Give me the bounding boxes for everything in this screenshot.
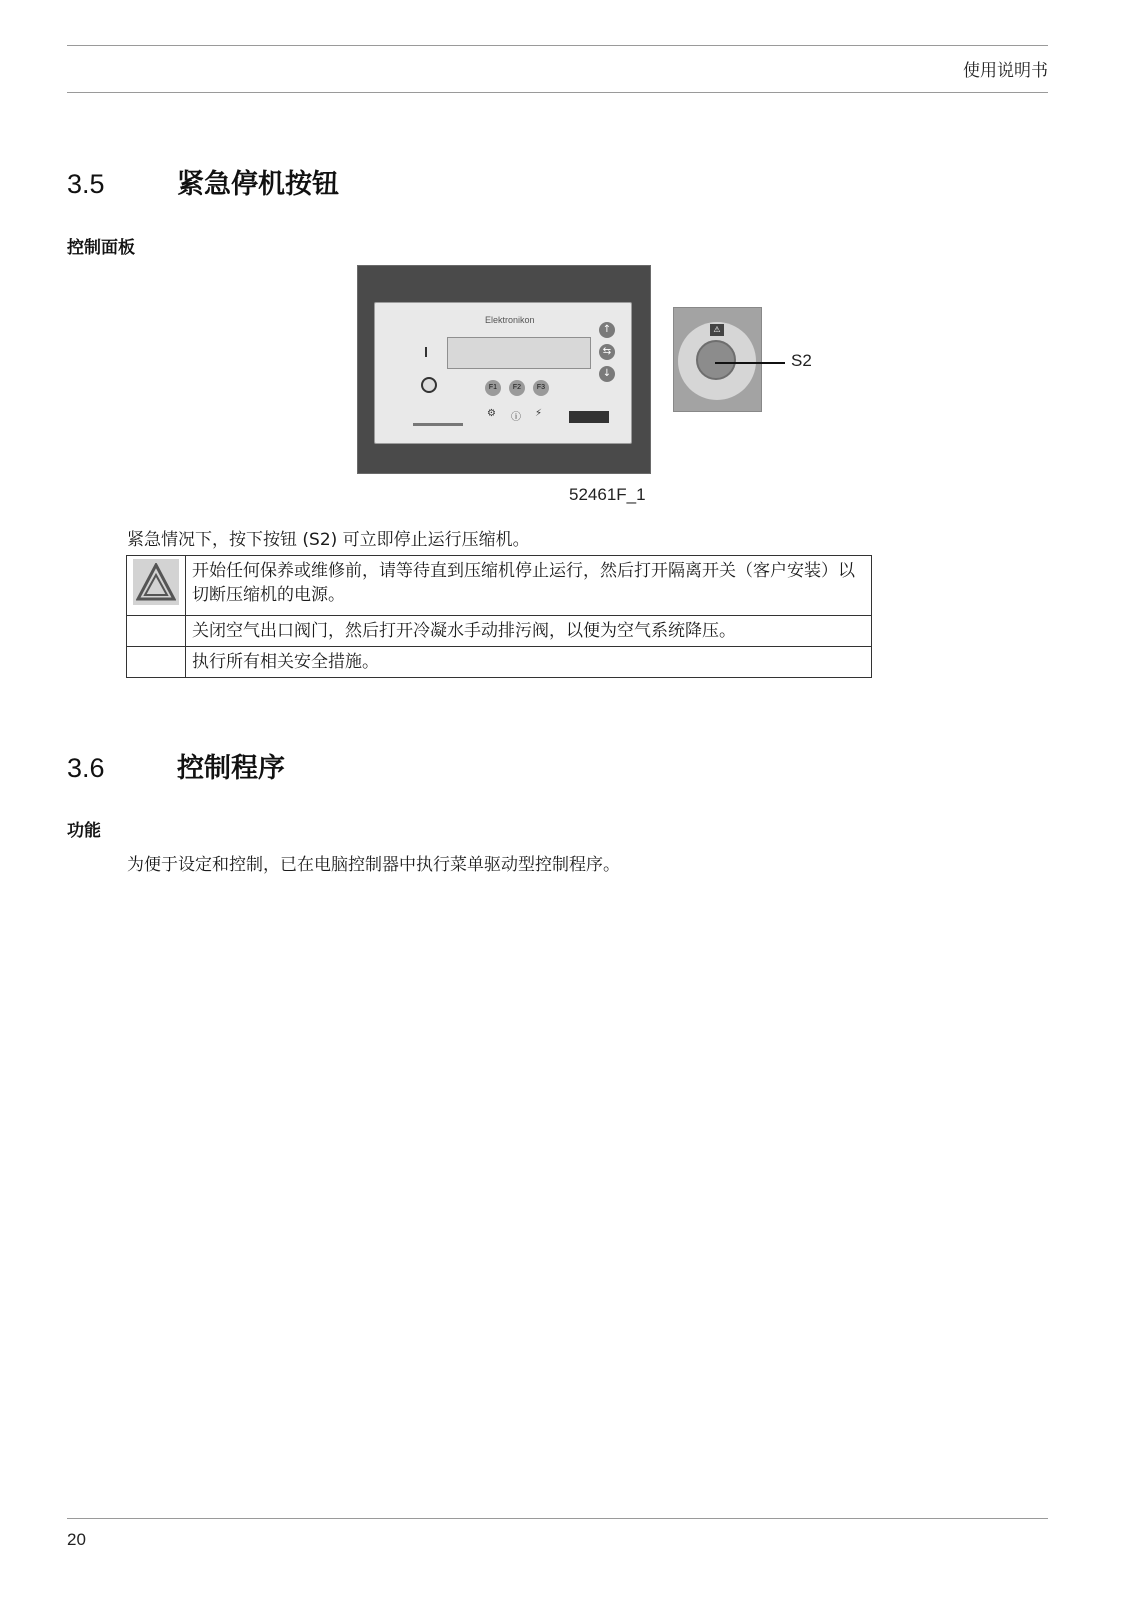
figure-code: 52461F_1 [569,485,646,504]
emergency-stop-paragraph: 紧急情况下，按下按钮 (S2) 可立即停止运行压缩机。 [127,530,530,550]
safety-precautions-table [126,555,872,678]
control-program-paragraph: 为便于设定和控制，已在电脑控制器中执行菜单驱动型控制程序。 [127,855,620,875]
table-row [127,647,872,678]
arrow-down-icon: ↓ [599,366,615,382]
website-mark [413,423,463,426]
header-rule-bottom [67,92,1048,93]
safety-text-cell: 开始任何保养或维修前，请等待直到压缩机停止运行，然后打开隔离开关（客户安装）以切断压缩机的电源。 [186,556,872,616]
footer-rule [67,1518,1048,1519]
emergency-stop-housing [673,307,762,412]
start-indicator-icon [425,347,427,357]
lightning-status-icon: ⚡ [535,408,543,419]
gear-status-icon: ⚙ [487,408,496,419]
emergency-stop-button [696,340,736,380]
lcd-display [447,337,591,369]
f3-key: F3 [533,380,549,396]
controller-faceplate [374,302,632,444]
subheading-function: 功能 [67,821,101,841]
s2-callout-line [715,362,785,364]
section-title: 紧急停机按钮 [177,169,339,200]
section-title: 控制程序 [177,753,285,784]
header-rule-top [67,45,1048,46]
f2-key: F2 [509,380,525,396]
page-number: 20 [67,1530,86,1549]
document-header-label: 使用说明书 [963,61,1048,81]
subheading-control-panel: 控制面板 [67,238,135,258]
stop-button-icon [421,377,437,393]
empty-icon-cell [127,647,186,678]
tab-key-icon: ⇆ [599,344,615,360]
warning-icon-cell [127,556,186,616]
manufacturer-logo [569,411,609,423]
safety-text-cell: 关闭空气出口阀门，然后打开冷凝水手动排污阀，以便为空气系统降压。 [186,616,872,647]
section-number: 3.6 [67,753,105,783]
controller-housing [357,265,651,474]
empty-icon-cell [127,616,186,647]
controller-brand-label: Elektronikon [485,315,535,325]
control-panel-figure [357,265,815,512]
safety-text-cell: 执行所有相关安全措施。 [186,647,872,678]
table-row [127,616,872,647]
s2-callout-label: S2 [791,351,812,370]
alarm-status-icon: ⓘ [511,412,521,423]
section-heading-3-6 [67,746,285,785]
section-heading-3-5 [67,162,339,201]
warning-triangle-icon [133,559,179,605]
table-row [127,556,872,616]
warning-triangle-icon: ⚠ [710,324,724,336]
f1-key: F1 [485,380,501,396]
arrow-up-icon: ↑ [599,322,615,338]
section-number: 3.5 [67,169,105,199]
